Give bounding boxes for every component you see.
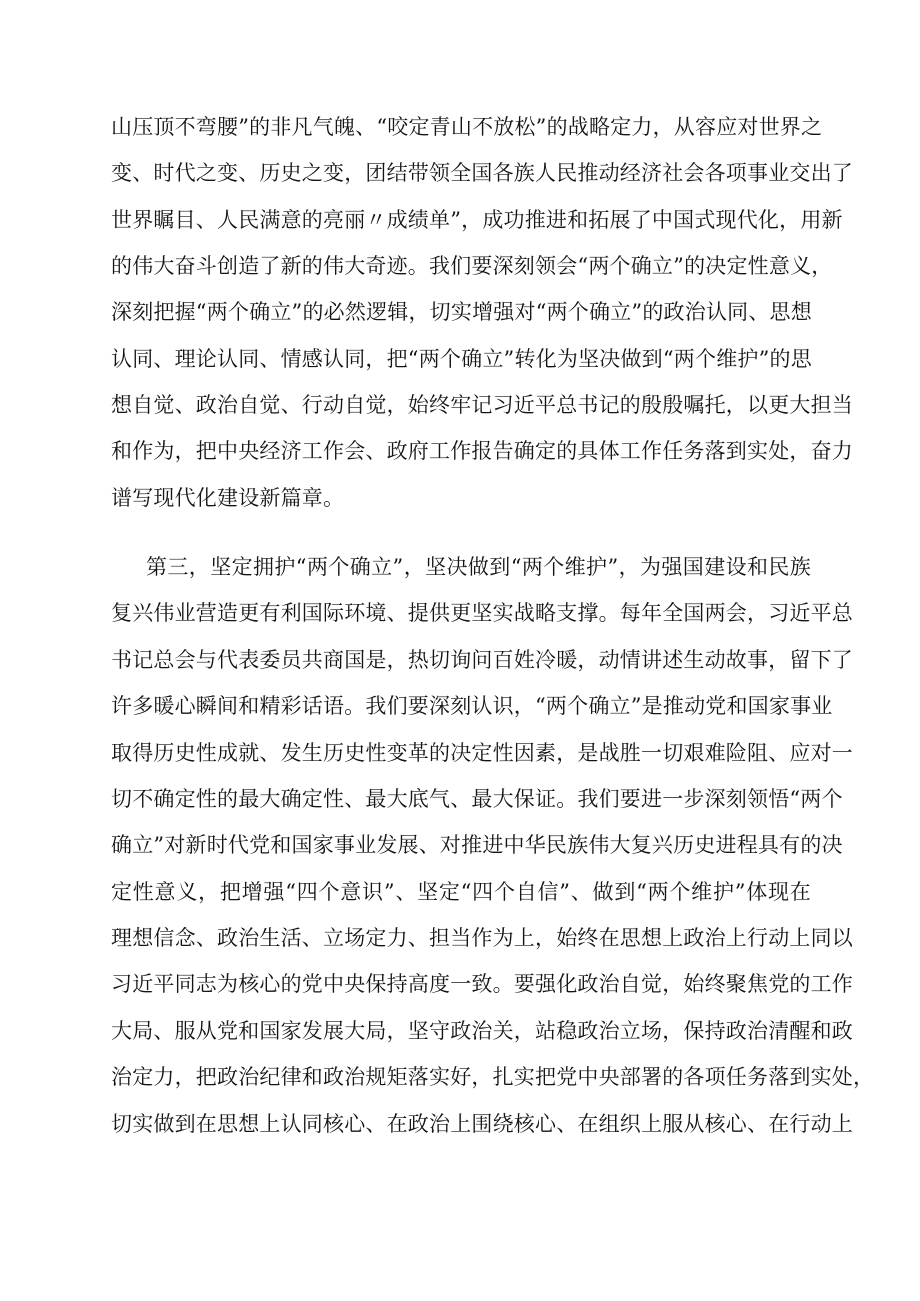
text-line: 书记总会与代表委员共商国是，热切询问百姓冷暖，动情讲述生动故事，留下了 bbox=[111, 648, 853, 672]
text-line: 理想信念、政治生活、立场定力、担当作为上，始终在思想上政治上行动上同以 bbox=[111, 926, 853, 950]
text-line: 和作为，把中央经济工作会、政府工作报告确定的具体工作任务落到实处，奋力 bbox=[111, 439, 853, 463]
text-line: 取得历史性成就、发生历史性变革的决定性因素，是战胜一切艰难险阻、应对一 bbox=[111, 741, 853, 765]
text-line: 的伟大奋斗创造了新的伟大奇迹。我们要深刻领会“两个确立”的决定性意义， bbox=[111, 254, 833, 278]
text-line: 山压顶不弯腰”的非凡气魄、“咬定青山不放松”的战略定力，从容应对世界之 bbox=[111, 115, 823, 139]
text-line: 切实做到在思想上认同核心、在政治上围绕核心、在组织上服从核心、在行动上 bbox=[111, 1112, 853, 1136]
text-line: 想自觉、政治自觉、行动自觉，始终牢记习近平总书记的殷殷嘱托，以更大担当 bbox=[111, 393, 853, 417]
paragraph-first-line: 第三，坚定拥护“两个确立”，坚决做到“两个维护”，为强国建设和民族 bbox=[146, 555, 811, 579]
text-line: 大局、服从党和国家发展大局，坚守政治关，站稳政治立场，保持政治清醒和政 bbox=[111, 1019, 853, 1043]
text-line: 认同、理论认同、情感认同，把“两个确立”转化为坚决做到“两个维护”的思 bbox=[111, 347, 812, 371]
text-line: 习近平同志为核心的党中央保持高度一致。要强化政治自觉，始终聚焦党的工作 bbox=[111, 972, 853, 996]
text-line: 复兴伟业营造更有利国际环境、提供更坚实战略支撑。每年全国两会，习近平总 bbox=[111, 601, 853, 625]
text-line: 深刻把握“两个确立”的必然逻辑，切实增强对“两个确立”的政治认同、思想 bbox=[111, 300, 812, 324]
text-line: 定性意义，把增强“四个意识”、坚定“四个自信”、做到“两个维护”体现在 bbox=[111, 880, 811, 904]
text-line: 变、时代之变、历史之变，团结带领全国各族人民推动经济社会各项事业交出了 bbox=[111, 161, 853, 185]
text-line: 确立”对新时代党和国家事业发展、对推进中华民族伟大复兴历史进程具有的决 bbox=[111, 833, 843, 857]
text-line: 治定力，把政治纪律和政治规矩落实好，扎实把党中央部署的各项任务落到实处， bbox=[111, 1065, 875, 1089]
text-line: 切不确定性的最大确定性、最大底气、最大保证。我们要进一步深刻领悟“两个 bbox=[111, 787, 843, 811]
text-line: 许多暖心瞬间和精彩话语。我们要深刻认识，“两个确立”是推动党和国家事业 bbox=[111, 694, 833, 718]
text-line: 世界瞩目、人民满意的亮丽〃成绩单”，成功推进和拓展了中国式现代化，用新 bbox=[111, 208, 843, 232]
text-line: 谱写现代化建设新篇章。 bbox=[111, 486, 345, 510]
